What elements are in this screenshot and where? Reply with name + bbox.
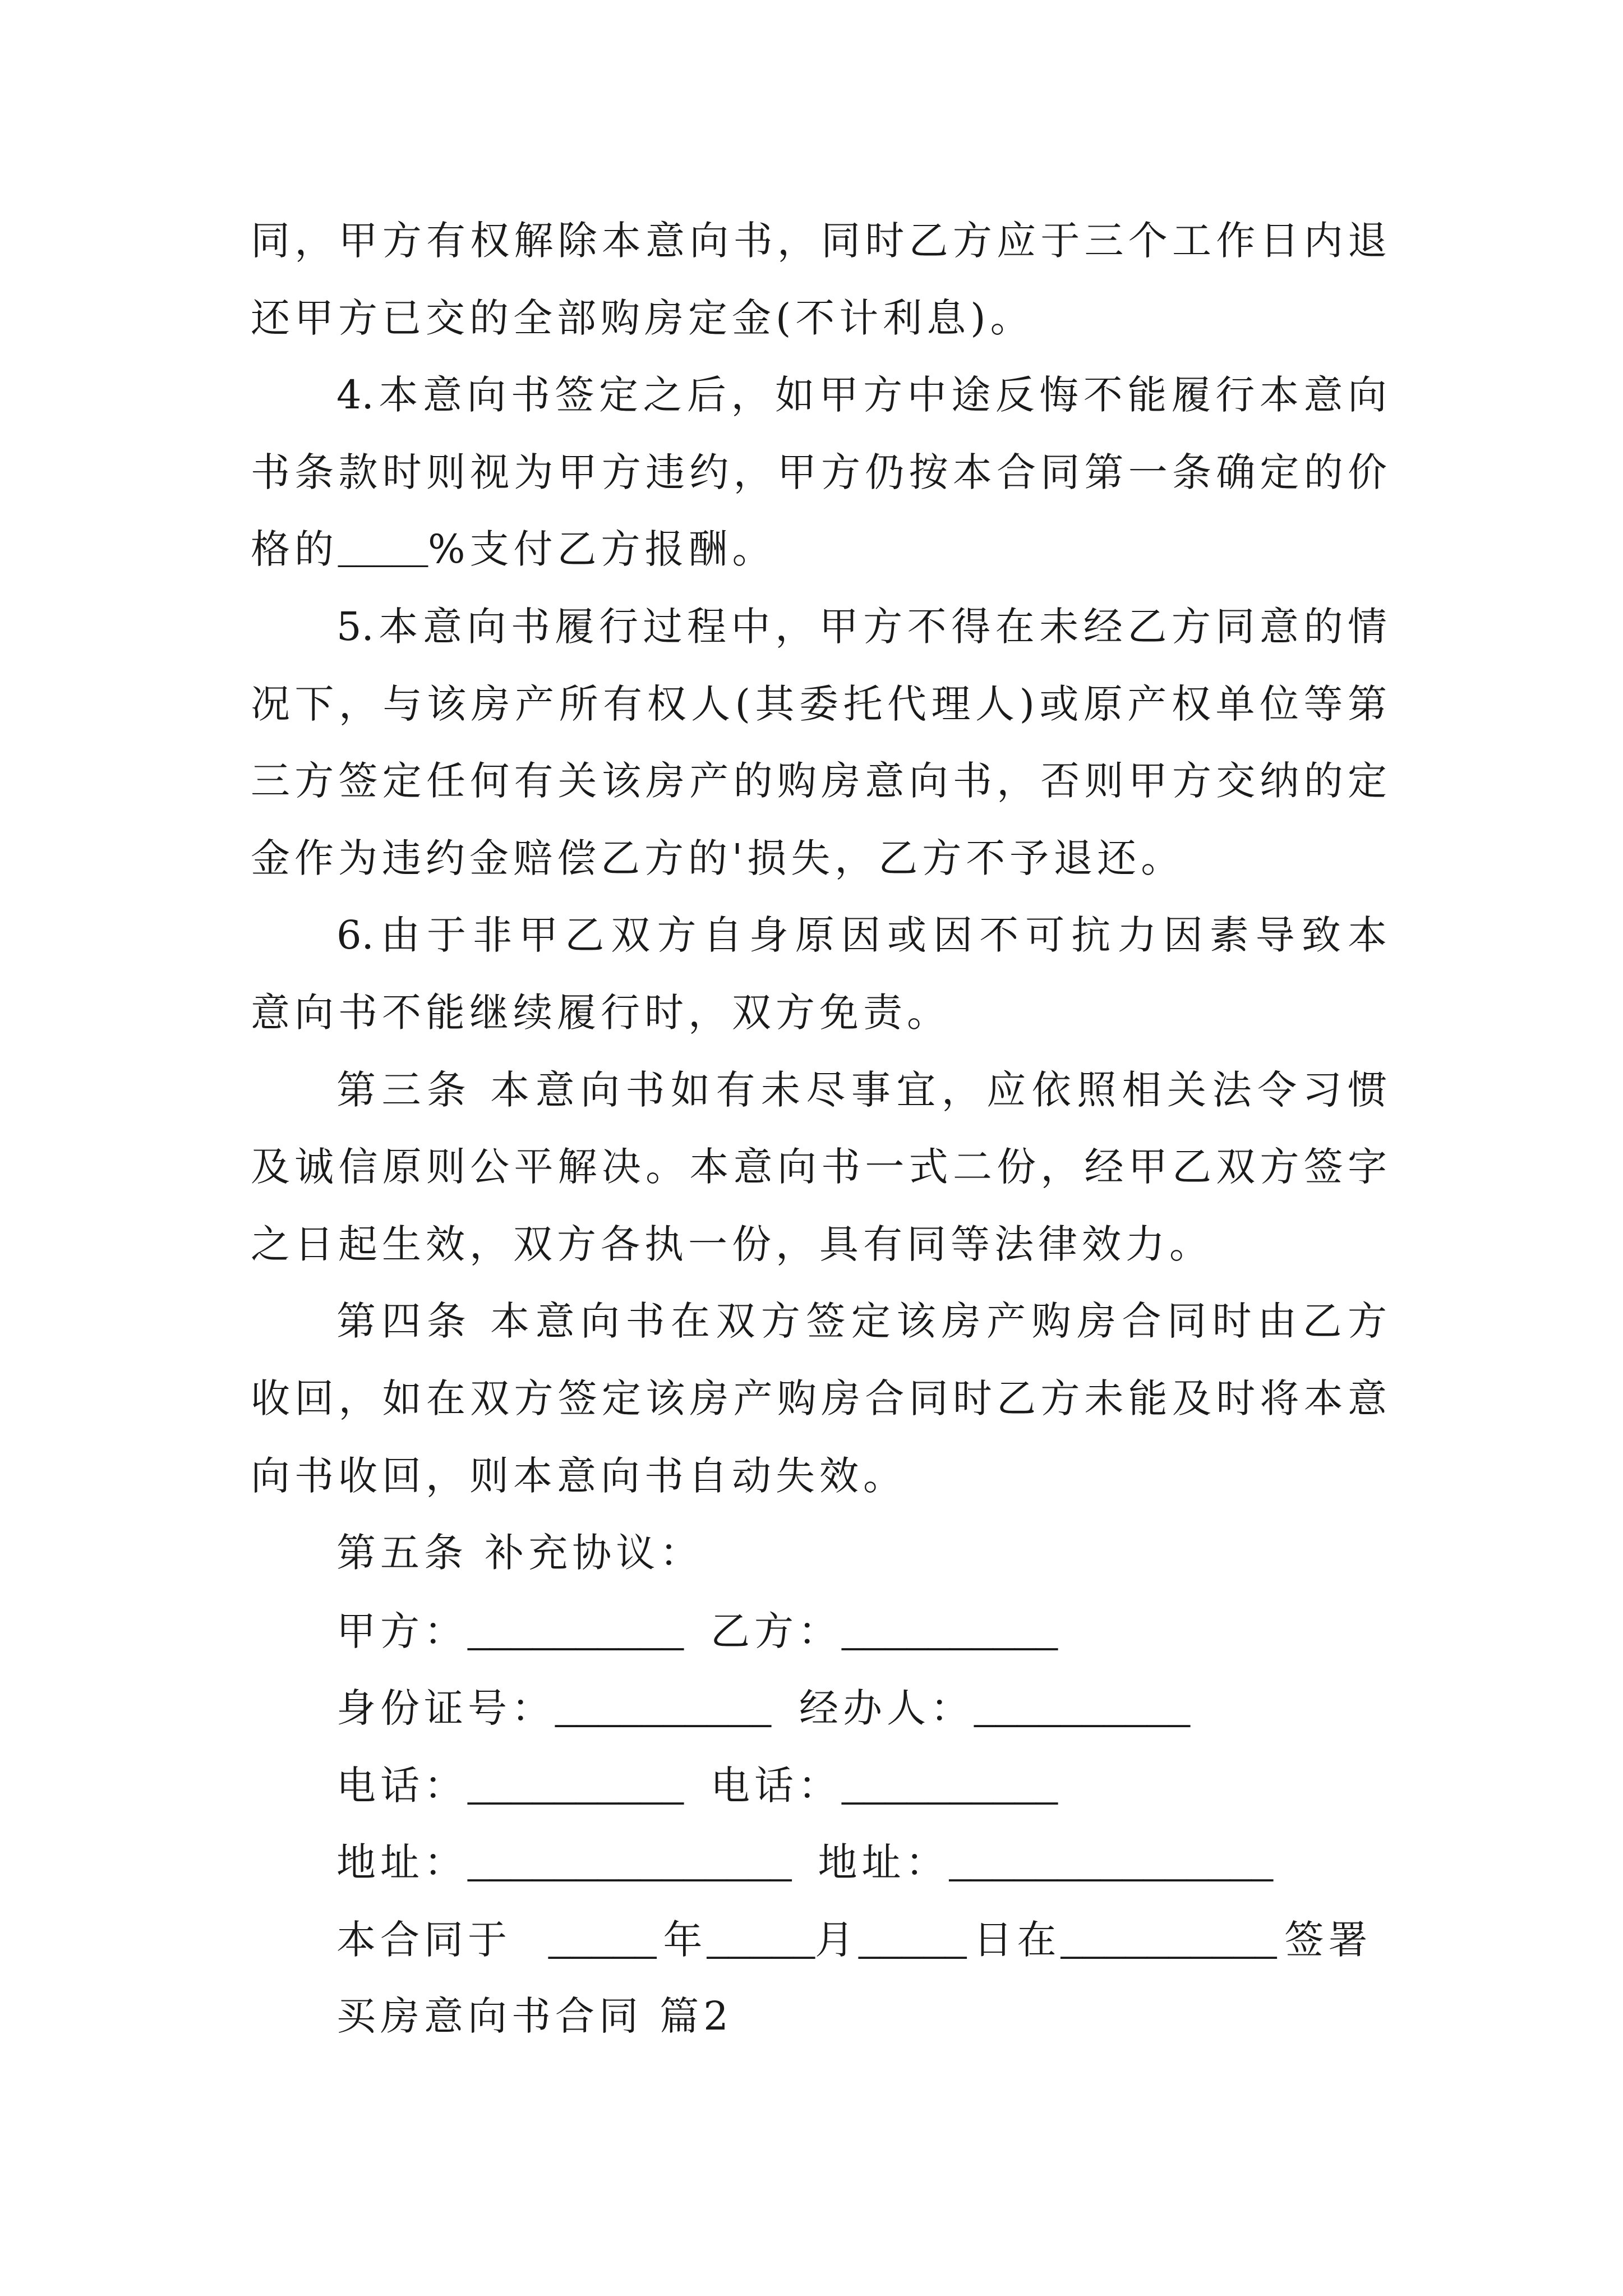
continued-paragraph (251, 203, 1387, 357)
party-a-blank: __________ (468, 1605, 684, 1654)
agent-label: 经办人： (799, 1685, 974, 1732)
paragraph-line: 三方签定任何有关该房产的购房意向书，否则甲方交纳的定 (251, 758, 1387, 804)
article-3-paragraph (251, 1052, 1387, 1283)
phone-b-blank: __________ (842, 1760, 1058, 1809)
address-row (251, 1823, 1387, 1901)
paragraph-line: 同，甲方有权解除本意向书，同时乙方应于三个工作日内退 (251, 218, 1387, 264)
day-place-label: 日在 (973, 1917, 1061, 1963)
signature-block (251, 1592, 1387, 1978)
paragraph-line: 5.本意向书履行过程中，甲方不得在未经乙方同意的情 (336, 603, 1387, 650)
id-agent-row (251, 1669, 1387, 1746)
address-b-blank: _______________ (949, 1837, 1273, 1886)
signing-suffix: 签署 (1284, 1917, 1372, 1963)
next-section-title: 买房意向书合同 篇2 (336, 1993, 733, 2039)
paragraph-line: 4.本意向书签定之后，如甲方中途反悔不能履行本意向 (336, 372, 1387, 418)
paragraph-line: 意向书不能继续履行时，双方免责。 (251, 989, 951, 1036)
paragraph-line: 及诚信原则公平解决。本意向书一式二份，经甲乙双方签字 (251, 1144, 1387, 1190)
paragraph-line: 书条款时则视为甲方违约，甲方仍按本合同第一条确定的价 (251, 449, 1387, 495)
party-b-blank: __________ (842, 1605, 1058, 1654)
line-text: 格的 (251, 526, 338, 573)
phone-b-label: 电话： (711, 1762, 842, 1809)
party-b-label: 乙方： (711, 1608, 842, 1654)
paragraph-line: 之日起生效，双方各执一份，具有同等法律效力。 (251, 1221, 1213, 1267)
address-a-blank: _______________ (468, 1837, 792, 1886)
article-5-title: 第五条 补充协议： (336, 1530, 704, 1576)
signing-prefix: 本合同于 (336, 1917, 511, 1963)
clause-4-paragraph (251, 357, 1387, 588)
clause-6-paragraph (251, 897, 1387, 1051)
paragraph-line: 第三条 本意向书如有未尽事宜，应依照相关法令习惯 (336, 1066, 1387, 1113)
agent-blank: __________ (974, 1683, 1190, 1732)
paragraph-line: 金作为违约金赔偿乙方的'损失，乙方不予退还。 (251, 835, 1185, 881)
phone-a-label: 电话： (336, 1762, 468, 1809)
month-label: 月 (815, 1917, 859, 1963)
address-b-label: 地址： (818, 1839, 949, 1886)
signing-date-row (251, 1901, 1387, 1978)
place-blank: __________ (1061, 1915, 1277, 1963)
line-text: %支付乙方报酬。 (428, 526, 776, 573)
party-row (251, 1592, 1387, 1669)
article-4-paragraph (251, 1283, 1387, 1515)
paragraph-line: 向书收回，则本意向书自动失效。 (251, 1452, 907, 1499)
year-label: 年 (663, 1917, 707, 1963)
paragraph-line: 6.由于非甲乙双方自身原因或因不可抗力因素导致本 (336, 912, 1387, 959)
paragraph-line: 还甲方已交的全部购房定金(不计利息)。 (251, 295, 1034, 341)
day-blank: _____ (859, 1915, 967, 1963)
paragraph-line: 收回，如在双方签定该房产购房合同时乙方未能及时将本意 (251, 1375, 1387, 1421)
paragraph-line: 况下，与该房产所有权人(其委托代理人)或原产权单位等第 (251, 680, 1387, 727)
year-blank: _____ (548, 1915, 657, 1963)
month-blank: _____ (707, 1915, 815, 1963)
id-number-blank: __________ (555, 1683, 771, 1732)
party-a-label: 甲方： (336, 1608, 468, 1654)
phone-row (251, 1746, 1387, 1824)
paragraph-line (251, 511, 1387, 588)
document-body (251, 203, 1387, 2055)
paragraph-line: 第四条 本意向书在双方签定该房产购房合同时由乙方 (336, 1298, 1387, 1345)
id-number-label: 身份证号： (336, 1685, 555, 1732)
percentage-blank: _____ (338, 531, 428, 571)
phone-a-blank: __________ (468, 1760, 684, 1809)
address-a-label: 地址： (336, 1839, 468, 1886)
clause-5-paragraph (251, 588, 1387, 897)
